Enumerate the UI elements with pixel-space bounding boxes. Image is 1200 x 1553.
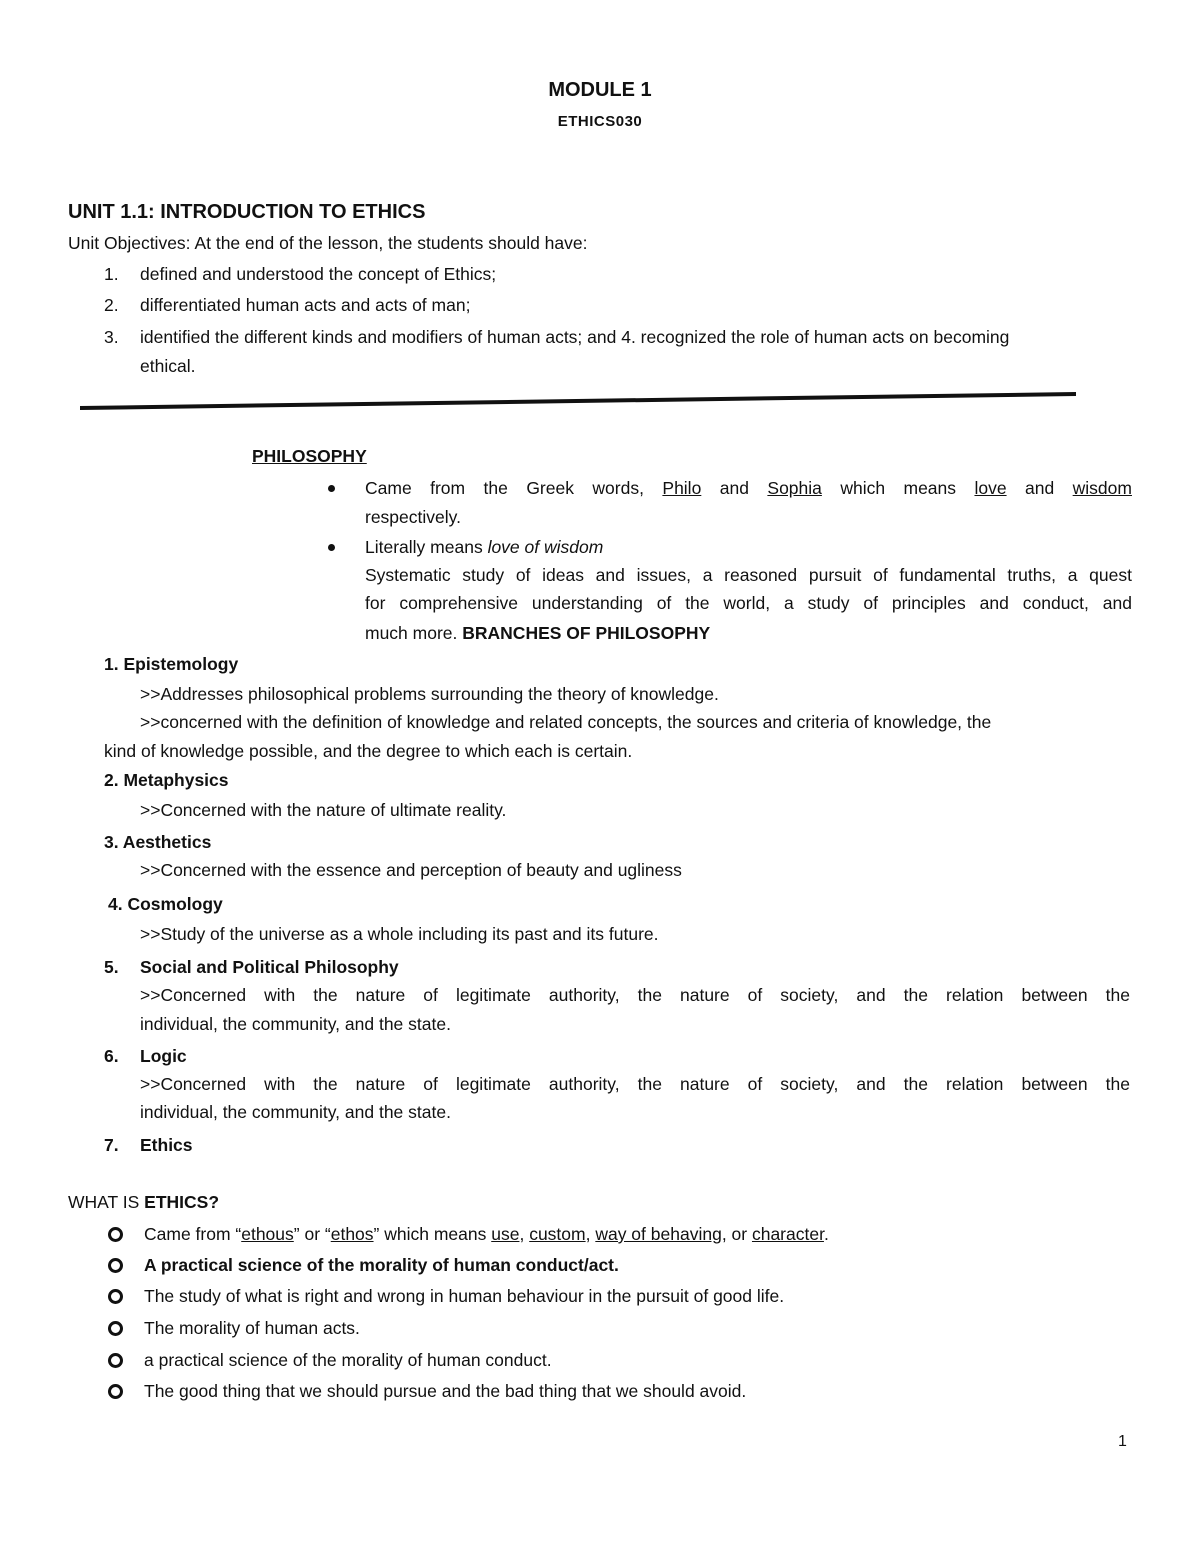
bullet-dot — [326, 533, 336, 543]
unit-title: UNIT 1.1: INTRODUCTION TO ETHICS — [68, 201, 426, 223]
bullet-dot — [326, 474, 336, 484]
objective-text-continued: ethical. — [140, 356, 196, 376]
branch-title-metaphysics: 2. Metaphysics — [104, 770, 229, 790]
unit-objectives-intro: Unit Objectives: At the end of the lesson, the students should have: — [68, 233, 588, 253]
objective-text: differentiated human acts and acts of man; — [140, 295, 471, 315]
branch-number: 5. — [104, 957, 119, 977]
circle-bullet-icon — [108, 1289, 123, 1304]
document-page: MODULE 1 ETHICS030 UNIT 1.1: INTRODUCTION TO ETHICS Unit Objectives: At the end of the lesson, the students should have: 1. defined and understood the concept of Ethics; 2. differentiated human acts and acts of man; 3. identified the different kinds and modifiers of human acts; and 4. recognized the role of human acts on becoming ethical. PHILOSOPHY Came from the Greek words, Philo and Sophia which means love and wisdom respectively. Literally means love of wisdom Systematic study of ideas and issues, a reasoned pursuit of fundamental truths, a quest for comprehensive understanding of the world, a study of principles and conduct, and much more. BRANCHES OF PHILOSOPHY 1. Epistemology >>Addresses philosophical problems surrounding the theory of knowledge. >>concerned with the definition of knowledge and related concepts, the sources and criteria of knowledge, the kind of knowledge possible, and the degree to which each is certain. 2. Metaphysics >>Concerned with the nature of ultimate reality. 3. Aesthetics >>Concerned with the essence and perception of beauty and ugliness 4. Cosmology >>Study of the universe as a whole including its past and its future. 5. Social and Political Philosophy >>Concerned with the nature of legitimate authority, the nature of society, and the relation between the individual, the community, and the state. 6. Logic >>Concerned with the nature of legitimate authority, the nature of society, and the relation between the individual, the community, and the state. 7. Ethics WHAT IS ETHICS? Came from “ethous” or “ethos” which means use, custom, way of behaving, or character. A practical science of the morality of human conduct/act. The study of what is right and wrong in human behaviour in the pursuit of good life. The morality of human acts. a practical science of the morality of human conduct. The good thing that we should pursue and the bad thing that we should avoid. 1 — [0, 0, 1200, 1553]
branch-number: 6. — [104, 1046, 119, 1066]
branch-description: individual, the community, and the state. — [140, 1102, 451, 1122]
branch-title-aesthetics: 3. Aesthetics — [104, 832, 212, 852]
branch-title-cosmology: 4. Cosmology — [108, 894, 223, 914]
branches-heading: BRANCHES OF PHILOSOPHY — [462, 623, 711, 643]
course-code: ETHICS030 — [557, 113, 643, 130]
page-number: 1 — [1118, 1433, 1127, 1450]
ethics-definition-text: a practical science of the morality of human conduct. — [144, 1350, 552, 1370]
circle-bullet-icon — [108, 1384, 123, 1399]
ethics-definition-text: The good thing that we should pursue and the bad thing that we should avoid. — [144, 1381, 747, 1401]
branch-title-logic: Logic — [140, 1046, 187, 1066]
branch-description: individual, the community, and the state. — [140, 1014, 451, 1034]
ethics-definition-text: Came from “ethous” or “ethos” which means use, custom, way of behaving, or character. — [144, 1224, 829, 1244]
bullet-text-continued: respectively. — [365, 507, 461, 527]
philosophy-heading: PHILOSOPHY — [252, 446, 367, 466]
circle-bullet-icon — [108, 1353, 123, 1368]
module-title: MODULE 1 — [548, 79, 652, 101]
bullet-text: Came from the Greek words, Philo and Sophia which means love and wisdom — [365, 478, 1132, 498]
objective-text: identified the different kinds and modifiers of human acts; and 4. recognized the role of human acts on becoming — [140, 327, 1010, 347]
branch-title-ethics: Ethics — [140, 1135, 193, 1155]
objective-number: 2. — [104, 295, 119, 315]
branch-description: >>Concerned with the nature of legitimate authority, the nature of society, and the relation between the — [140, 1074, 1130, 1094]
branch-number: 7. — [104, 1135, 119, 1155]
branch-description: >>concerned with the definition of knowledge and related concepts, the sources and criteria of knowledge, the — [140, 712, 992, 732]
branch-description: >>Study of the universe as a whole including its past and its future. — [140, 924, 659, 944]
branch-title-social-political: Social and Political Philosophy — [140, 957, 399, 977]
section-divider — [80, 387, 1076, 415]
bullet-text: Literally means love of wisdom — [365, 537, 604, 557]
circle-bullet-icon — [108, 1321, 123, 1336]
ethics-definition-text: The morality of human acts. — [144, 1318, 360, 1338]
branch-description: >>Addresses philosophical problems surrounding the theory of knowledge. — [140, 684, 719, 704]
branch-title-epistemology: 1. Epistemology — [104, 654, 239, 674]
objective-text: defined and understood the concept of Ethics; — [140, 264, 497, 284]
ethics-definition-text: A practical science of the morality of human conduct/act. — [144, 1255, 619, 1275]
branch-description: >>Concerned with the essence and perception of beauty and ugliness — [140, 860, 682, 880]
branch-description: >>Concerned with the nature of legitimate authority, the nature of society, and the relation between the — [140, 985, 1130, 1005]
branch-description: >>Concerned with the nature of ultimate reality. — [140, 800, 507, 820]
what-is-ethics-heading: WHAT IS ETHICS? — [68, 1192, 220, 1212]
bullet-text-line: much more. BRANCHES OF PHILOSOPHY — [365, 623, 711, 643]
objective-number: 3. — [104, 327, 119, 347]
circle-bullet-icon — [108, 1227, 123, 1242]
circle-bullet-icon — [108, 1258, 123, 1273]
branch-description: kind of knowledge possible, and the degree to which each is certain. — [104, 741, 633, 761]
ethics-definition-text: The study of what is right and wrong in human behaviour in the pursuit of good life. — [144, 1286, 785, 1306]
objective-number: 1. — [104, 264, 119, 284]
